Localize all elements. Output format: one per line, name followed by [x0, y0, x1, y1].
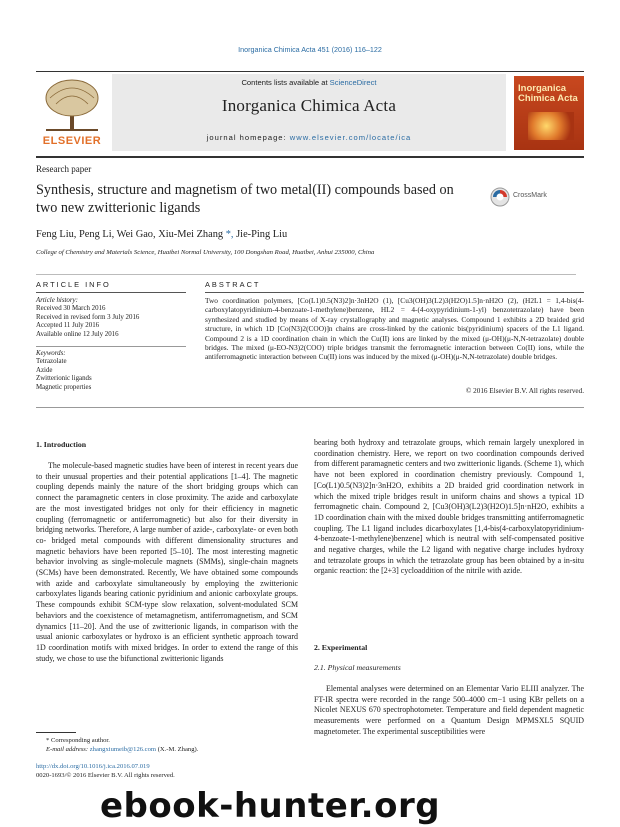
abstract-heading: ABSTRACT	[205, 280, 261, 289]
author-list	[36, 229, 287, 240]
info-top-rule	[36, 274, 576, 275]
abstract-text: Two coordination polymers, [Co(L1)0.5(N3)2]n·3nH2O (1), [Cu3(OH)3(L2)3(H2O)1.5]n·nH2O (2), (H2L1 = 1,4-bis(4-carboxylatopyridinium-4-benzoate-1-methylene)benzene, HL2 = 4-(4-oxypyridinium-1-yl) benzotetrazolate) have been synthesized and studied by means of X-ray crystallography and magnetic analyses. Compound 1 exhibits a 2D braided grid structure, in which 1D [Co(N3)2(COO)]n chains are cross-linked by the cationic bis(pyridinium) spacers of the L1 ligand. Compound 2 is a 1D coordination chain in which the Cu(II) ions are linked by the mixed (μ-OH)(μ-N,N-tetrazolate) double bridges. The mixed (μ-EO-N3)2(COO) triple bridges transmit the ferromagnetic interaction between Co(II) ions, while the antiferromagnetic interaction between Cu(II) ions was induced by the mixed (μ-OH)(μ-N,N-tetrazolate) double bridges.	[205, 296, 584, 362]
email-link[interactable]: zhangxiumeib@126.com	[89, 746, 157, 753]
authors: Feng Liu, Peng Li, Wei Gao, Xiu-Mei Zhang	[36, 229, 224, 240]
physical-measurements-heading: 2.1. Physical measurements	[314, 663, 401, 672]
abstract-heading-rule	[205, 292, 584, 293]
intro-left-column	[36, 461, 298, 723]
elsevier-wordmark: ELSEVIER	[42, 135, 102, 147]
keyword: Tetrazolate	[36, 358, 67, 366]
keyword: Zwitterionic ligands	[36, 375, 92, 383]
intro-paragraph-continued: bearing both hydroxy and tetrazolate groups, which remain largely unexplored in coordination chemistry. Here, we report on two coordination compounds derived from different paramagnetic centers and two zwitterionic ligands. (Scheme 1), which have not been explored in coordination chemistry previously. Compound 1, [Co(L1)0.5(N3)2]n·3nH2O, exhibits a 2D braided grid coordination network in which the mixed triple bridges result in uniform chains and shows a typical 1D ferromagnetic chain. Compound 2, [Cu3(OH)3(L2)3(H2O)1.5]n·nH2O, exhibits a 1D coordination chain with the mixed double bridges transmitting antiferromagnetic coupling. The L1 ligand includes dicarboxylates [1,4-bis(4-carboxylatopyridinium-4-benzoate-1-methylene)benzene] which is neutral with self-compensated positive and negative charges, while the L2 ligand with negative charge includes hydroxy and tetrazolate groups in which the tetrazolate group has been obtained by a in-situ organic reaction: the [2+3] cycloaddition of the nitrile with azide.	[314, 438, 584, 576]
doi-link[interactable]: http://dx.doi.org/10.1016/j.ica.2016.07.019	[36, 763, 150, 770]
crossmark-label: CrossMark	[513, 192, 547, 199]
email-label: E-mail address:	[46, 746, 90, 753]
keywords-rule	[36, 346, 186, 347]
intro-heading: 1. Introduction	[36, 440, 87, 449]
cover-artwork	[528, 112, 574, 140]
article-info-heading: ARTICLE INFO	[36, 280, 111, 289]
history-item: Available online 12 July 2016	[36, 330, 119, 338]
contents-prefix: Contents lists available at	[241, 78, 330, 87]
article-title: Synthesis, structure and magnetism of two metal(II) compounds based on two new zwitterionic ligands	[36, 182, 454, 216]
keywords	[36, 350, 186, 392]
crossmark-icon	[490, 187, 510, 207]
homepage-line	[112, 133, 506, 142]
experimental-paragraph: Elemental analyses were determined on an Elementar Vario ELIII analyzer. The FT-IR spectra were recorded in the range 500–4000 cm−1 using KBr pellets on a Nicolet NEXUS 670 spectrophotometer. Temperature and field dependent magnetic measurements were performed on a Quantum Design MPMSXL5 SQUID magnetometer. The experimental susceptibilities were	[314, 684, 584, 736]
affiliation: College of Chemistry and Materials Science, Huaibei Normal University, 100 Dongshan Road, Huaibei, Anhui 235000, China	[36, 249, 375, 256]
article-history	[36, 297, 186, 339]
issn-line: 0020-1693/© 2016 Elsevier B.V. All rights reserved.	[36, 772, 175, 779]
history-item: Received 30 March 2016	[36, 305, 106, 313]
crossmark-badge[interactable]	[490, 187, 580, 207]
history-item: Received in revised form 3 July 2016	[36, 313, 140, 321]
article-type: Research paper	[36, 164, 92, 174]
keywords-label: Keywords:	[36, 350, 66, 357]
experimental-paragraph-block	[314, 684, 584, 759]
info-heading-rule	[36, 292, 186, 293]
experimental-heading: 2. Experimental	[314, 643, 368, 652]
journal-reference[interactable]: Inorganica Chimica Acta 451 (2016) 116–122	[238, 45, 382, 54]
contents-line	[112, 78, 506, 87]
keyword: Magnetic properties	[36, 383, 92, 391]
footnote-rule	[36, 732, 76, 733]
cover-title: Inorganica Chimica Acta	[518, 83, 578, 104]
keyword: Azide	[36, 366, 53, 374]
sciencedirect-link[interactable]: ScienceDirect	[329, 78, 377, 87]
email-suffix: (X.-M. Zhang).	[156, 746, 199, 753]
intro-paragraph: The molecule-based magnetic studies have been of interest in recent years due to their unusual properties and their potential applications [1–4]. The magnetic coupling depends mainly the nature of the short bridging groups which can connect the paramagnetic centers in close proximity. The azide and carboxylate are the most investigated bridges not only for their efficiency in magnetic coupling (ferromagnetic or antiferromagnetic) but also for their diversity in bridging networks. Therefore, A large number of azide-, carboxylate- or even both co- bridged metal compounds with different dimensionality structures and magnetic behaviors have been reported [5–10]. The most interesting magnetic behavior involving as single-molecule magnets (SMMs), single-chain magnets (SCMs) have been demonstrated. Recently, We have obtained some compounds with azide and carboxylate simultaneously by employing the zwitterionic carboxylates ligands bearing cationic pyridinium and anionic carboxylate groups. These compounds exhibit SCM-type slow relaxation, solvent-modulated SCM behaviors and the coexistence of metamagnetism, antiferromagnetism, and SCM dynamics [11–20]. And the use of zwitterionic ligands, in comparison with the usual anionic carboxylates or hydroxo is an efficient synthetic approach toward 1D coordination motifs with mixed bridges. In order to extend the range of this study, we chose to use the bifunctional zwitterionic ligands	[36, 461, 298, 663]
corresponding-author-mark[interactable]: *,	[223, 229, 237, 240]
homepage-prefix: journal homepage:	[206, 133, 290, 142]
elsevier-tree-icon	[36, 74, 108, 134]
abstract-copyright: © 2016 Elsevier B.V. All rights reserved.	[465, 387, 584, 395]
intro-right-column	[314, 438, 584, 616]
watermark: ebook-hunter.org	[100, 786, 441, 826]
homepage-link[interactable]: www.elsevier.com/locate/ica	[289, 133, 412, 142]
email-footnote	[46, 746, 198, 753]
corresponding-footnote: * Corresponding author.	[46, 737, 110, 744]
header-rule	[36, 71, 584, 72]
history-item: Accepted 11 July 2016	[36, 322, 100, 330]
history-label: Article history:	[36, 297, 78, 304]
last-author: Jie-Ping Liu	[236, 229, 288, 240]
abstract-bottom-rule	[36, 407, 584, 408]
journal-title: Inorganica Chimica Acta	[221, 96, 397, 115]
header-bottom-rule	[36, 156, 584, 158]
